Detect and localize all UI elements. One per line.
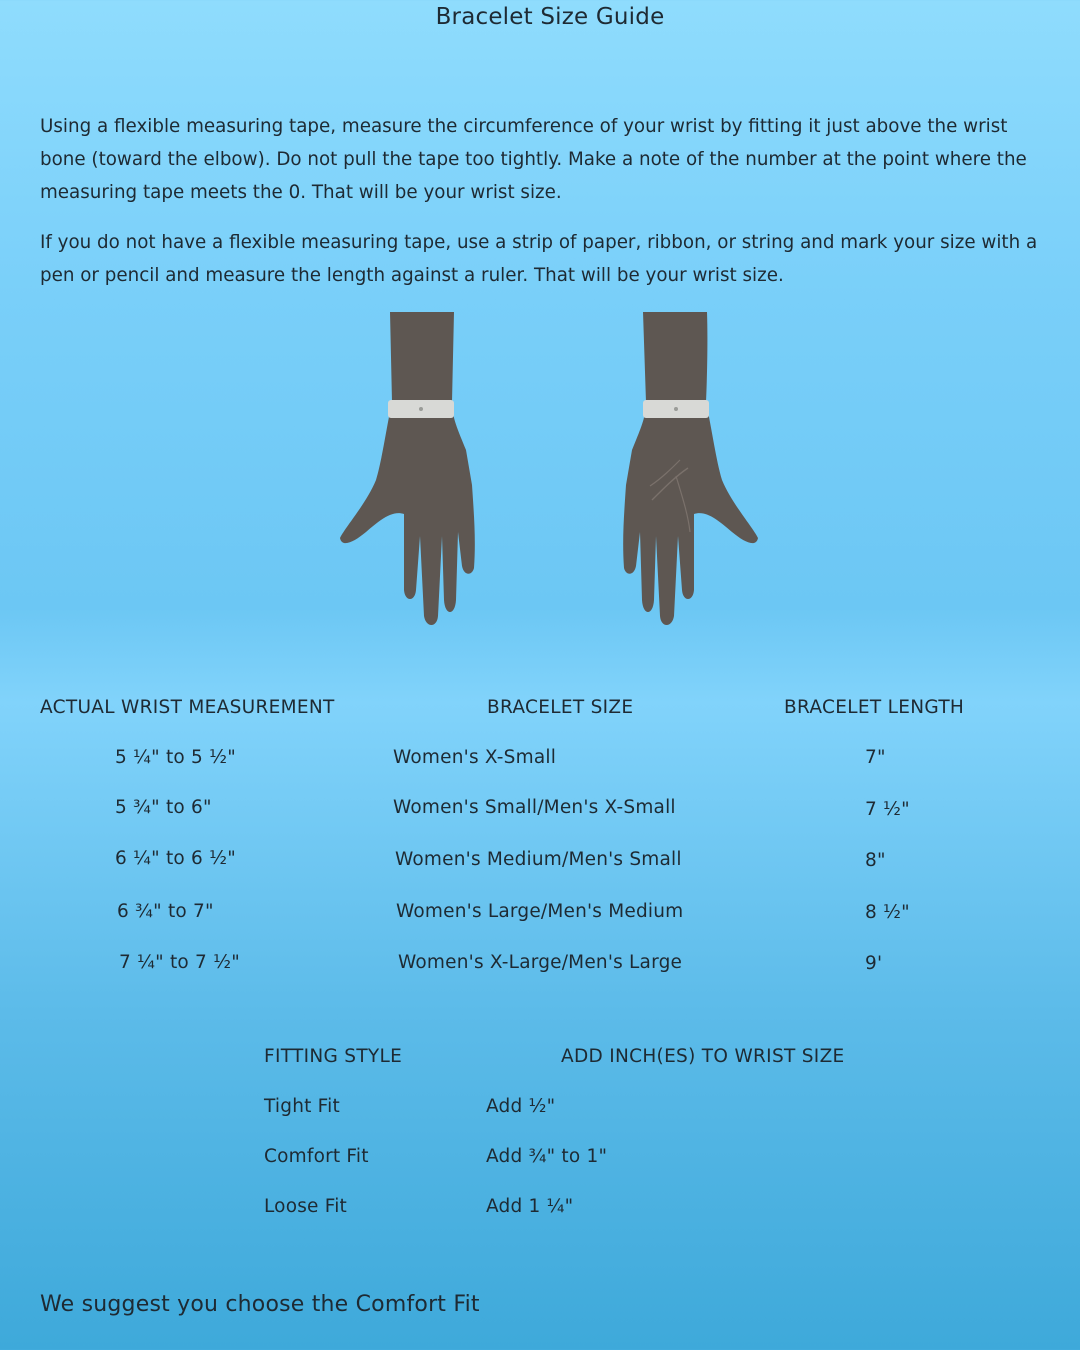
- left-hand-icon: [340, 312, 475, 625]
- page-title: Bracelet Size Guide: [435, 4, 665, 30]
- bracelet-size-cell: Women's Medium/Men's Small: [395, 849, 682, 870]
- wrist-measurement-cell: 6 ¾" to 7": [117, 901, 214, 922]
- fitting-style-cell: Loose Fit: [264, 1196, 348, 1217]
- hands-with-bracelet-illustration: [0, 300, 1080, 640]
- add-inches-cell: Add ¾" to 1": [486, 1146, 608, 1167]
- wrist-measurement-cell: 5 ¼" to 5 ½": [115, 747, 236, 768]
- fitting-style-cell: Comfort Fit: [264, 1146, 369, 1167]
- bracelet-length-cell: 9': [865, 953, 883, 974]
- closing-recommendation: We suggest you choose the Comfort Fit: [40, 1292, 480, 1317]
- wrist-measurement-cell: 6 ¼" to 6 ½": [115, 848, 236, 869]
- wrist-measurement-cell: 5 ¾" to 6": [115, 797, 212, 818]
- fitting-style-cell: Tight Fit: [264, 1096, 340, 1117]
- instruction-paragraph: If you do not have a flexible measuring tape, use a strip of paper, ribbon, or string and mark your size with a pen or pencil and measure the length against a ruler. That will be your wrist size.: [40, 232, 1038, 286]
- wrist-measurement-cell: 7 ¼" to 7 ½": [119, 952, 240, 973]
- add-inches-cell: Add 1 ¼": [486, 1196, 574, 1217]
- bracelet-size-cell: Women's X-Small: [393, 747, 557, 768]
- fit-table-header: FITTING STYLE: [264, 1046, 403, 1067]
- bracelet-size-cell: Women's Small/Men's X-Small: [393, 797, 676, 818]
- right-hand-icon: [623, 312, 758, 625]
- fit-table-header: ADD INCH(ES) TO WRIST SIZE: [561, 1046, 845, 1067]
- bracelet-size-cell: Women's Large/Men's Medium: [396, 901, 684, 922]
- add-inches-cell: Add ½": [486, 1096, 556, 1117]
- size-table-header: BRACELET SIZE: [487, 697, 634, 718]
- bracelet-length-cell: 7 ½": [865, 799, 910, 820]
- bracelet-length-cell: 7": [865, 747, 886, 768]
- size-table-header: BRACELET LENGTH: [784, 697, 965, 718]
- bracelet-length-cell: 8": [865, 850, 886, 871]
- instruction-paragraph: Using a flexible measuring tape, measure the circumference of your wrist by fitting it just above the wrist bone (toward the elbow). Do not pull the tape too tightly. Make a note of the number at the point where the measuring tape meets the 0. That will be your wrist size.: [40, 116, 1027, 203]
- bracelet-length-cell: 8 ½": [865, 902, 910, 923]
- size-table-header: ACTUAL WRIST MEASUREMENT: [40, 697, 335, 718]
- bracelet-size-cell: Women's X-Large/Men's Large: [398, 952, 683, 973]
